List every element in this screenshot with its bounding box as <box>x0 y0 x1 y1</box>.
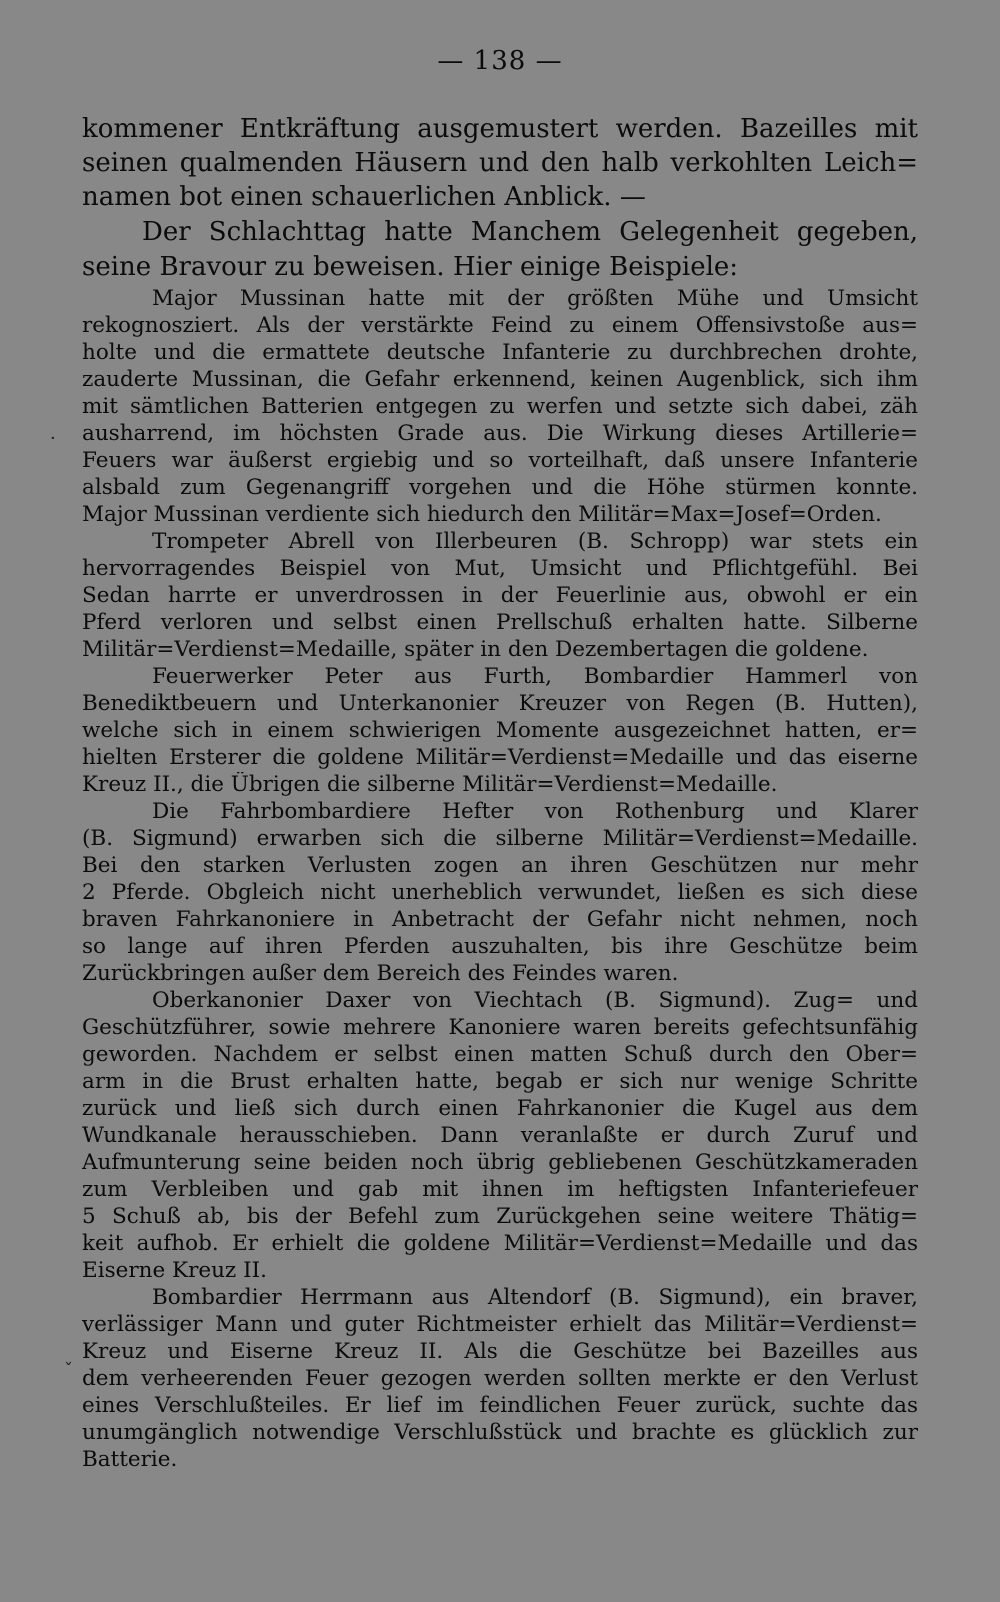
text-line: (B. Sigmund) erwarben sich die silberne Militär=Verdienst=Medaille. <box>82 826 918 851</box>
text-line: Militär=Verdienst=Medaille, später in den Dezembertagen die goldene. <box>82 637 869 662</box>
text-line: braven Fahrkanoniere in Anbetracht der Gefahr nicht nehmen, noch <box>82 907 918 932</box>
text-line: Kreuz und Eiserne Kreuz II. Als die Geschütze bei Bazeilles aus <box>82 1339 918 1364</box>
text-line: rekognosziert. Als der verstärkte Feind zu einem Offensivstoße aus= <box>82 313 918 338</box>
text-line: zauderte Mussinan, die Gefahr erkennend, keinen Augenblick, sich ihm <box>82 367 918 392</box>
text-line: welche sich in einem schwierigen Momente ausgezeichnet hatten, er= <box>82 718 918 743</box>
margin-dot-icon: · <box>50 428 56 449</box>
text-line: Major Mussinan verdiente sich hiedurch den Militär=Max=Josef=Orden. <box>82 502 882 527</box>
text-line: Wundkanale herausschieben. Dann veranlaßte er durch Zuruf und <box>82 1123 918 1148</box>
text-line: geworden. Nachdem er selbst einen matten Schuß durch den Ober= <box>82 1042 918 1067</box>
text-line: seinen qualmenden Häusern und den halb verkohlten Leich= <box>82 148 918 178</box>
text-line: Pferd verloren und selbst einen Prellschuß erhalten hatte. Silberne <box>82 610 918 635</box>
page-number: — 138 — <box>437 46 563 76</box>
text-line: arm in die Brust erhalten hatte, begab er sich nur wenige Schritte <box>82 1069 918 1094</box>
text-line: ausharrend, im höchsten Grade aus. Die Wirkung dieses Artillerie= <box>82 421 918 446</box>
text-line: dem verheerenden Feuer gezogen werden sollten merkte er den Verlust <box>82 1366 918 1391</box>
text-line: 5 Schuß ab, bis der Befehl zum Zurückgehen seine weitere Thätig= <box>82 1204 918 1229</box>
text-line: Feuers war äußerst ergiebig und so vorteilhaft, daß unsere Infanterie <box>82 448 918 473</box>
text-line: Geschützführer, sowie mehrere Kanoniere waren bereits gefechtsunfähig <box>82 1015 918 1040</box>
text-line: holte und die ermattete deutsche Infanterie zu durchbrechen drohte, <box>82 340 918 365</box>
text-line: zum Verbleiben und gab mit ihnen im heftigsten Infanteriefeuer <box>82 1177 918 1202</box>
text-line: Bombardier Herrmann aus Altendorf (B. Sigmund), ein braver, <box>152 1285 918 1310</box>
text-line: unumgänglich notwendige Verschlußstück und brachte es glücklich zur <box>82 1420 918 1445</box>
text-line: Sedan harrte er unverdrossen in der Feuerlinie aus, obwohl er ein <box>82 583 918 608</box>
text-line: zurück und ließ sich durch einen Fahrkanonier die Kugel aus dem <box>82 1096 918 1121</box>
text-line: Zurückbringen außer dem Bereich des Feindes waren. <box>82 961 679 986</box>
text-line: Die Fahrbombardiere Hefter von Rothenburg und Klarer <box>152 799 918 824</box>
text-line: mit sämtlichen Batterien entgegen zu werfen und setzte sich dabei, zäh <box>82 394 918 419</box>
text-line: hielten Ersterer die goldene Militär=Verdienst=Medaille und das eiserne <box>82 745 918 770</box>
text-line: Der Schlachttag hatte Manchem Gelegenheit gegeben, <box>142 217 918 247</box>
text-line: Oberkanonier Daxer von Viechtach (B. Sigmund). Zug= und <box>152 988 918 1013</box>
text-line: Kreuz II., die Übrigen die silberne Militär=Verdienst=Medaille. <box>82 772 778 797</box>
text-line: alsbald zum Gegenangriff vorgehen und die Höhe stürmen konnte. <box>82 475 918 500</box>
text-line: 2 Pferde. Obgleich nicht unerheblich verwundet, ließen es sich diese <box>82 880 918 905</box>
text-line: Aufmunterung seine beiden noch übrig gebliebenen Geschützkameraden <box>82 1150 918 1175</box>
text-line: Eiserne Kreuz II. <box>82 1258 267 1283</box>
text-line: Major Mussinan hatte mit der größten Mühe und Umsicht <box>152 286 918 311</box>
text-line: eines Verschlußteiles. Er lief im feindlichen Feuer zurück, suchte das <box>82 1393 918 1418</box>
text-line: Benediktbeuern und Unterkanonier Kreuzer von Regen (B. Hutten), <box>82 691 918 716</box>
text-line: Batterie. <box>82 1447 178 1472</box>
text-line: Feuerwerker Peter aus Furth, Bombardier Hammerl von <box>152 664 918 689</box>
text-line: so lange auf ihren Pferden auszuhalten, bis ihre Geschütze beim <box>82 934 918 959</box>
text-line: seine Bravour zu beweisen. Hier einige Beispiele: <box>82 252 739 282</box>
text-line: Trompeter Abrell von Illerbeuren (B. Schropp) war stets ein <box>152 529 918 554</box>
text-line: namen bot einen schauerlichen Anblick. — <box>82 182 646 212</box>
text-line: keit aufhob. Er erhielt die goldene Militär=Verdienst=Medaille und das <box>82 1231 918 1256</box>
margin-tick-icon: ˇ <box>64 1360 73 1381</box>
text-line: hervorragendes Beispiel von Mut, Umsicht und Pflichtgefühl. Bei <box>82 556 918 581</box>
text-line: verlässiger Mann und guter Richtmeister erhielt das Militär=Verdienst= <box>82 1312 918 1337</box>
text-line: Bei den starken Verlusten zogen an ihren Geschützen nur mehr <box>82 853 918 878</box>
text-line: kommener Entkräftung ausgemustert werden. Bazeilles mit <box>82 114 918 144</box>
